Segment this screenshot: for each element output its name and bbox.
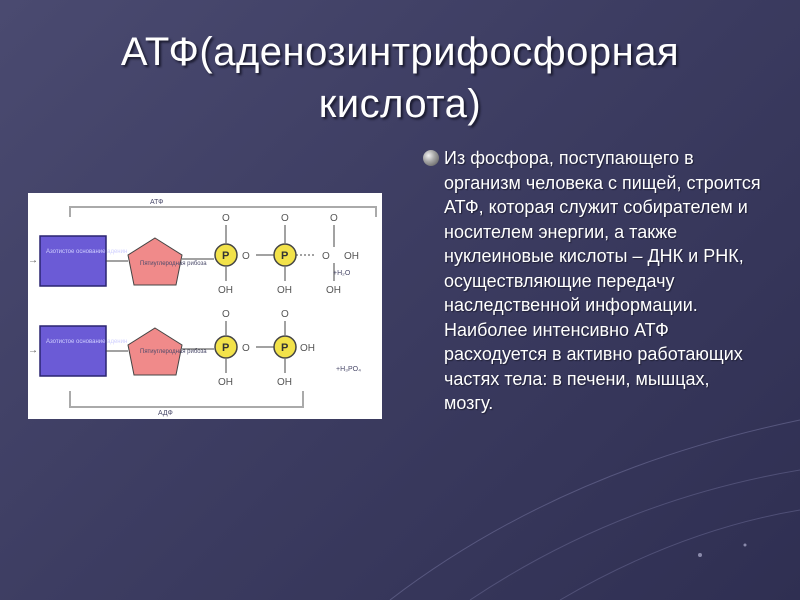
atp-label: АТФ [150,199,164,206]
phosphorus-2-adp: P [281,342,289,354]
svg-text:OH: OH [277,377,292,388]
adenine-label-atp: Азотистое основание аденин [46,249,128,255]
svg-text:→: → [28,255,38,266]
svg-text:OH: OH [218,377,233,388]
svg-text:O: O [242,343,250,354]
adp-bracket [70,391,303,407]
atp-adp-diagram [28,193,382,419]
content-bullet [423,146,763,416]
svg-text:OH: OH [277,285,292,296]
svg-text:OH: OH [218,285,233,296]
water-label: +H₂O [333,270,351,277]
phosphorus-2-atp: P [281,250,289,262]
adenine-label-adp: Азотистое основание аденин [46,339,128,345]
svg-text:O: O [281,213,289,224]
svg-text:OH: OH [326,285,341,296]
adenine-box-adp [40,326,106,376]
svg-text:O: O [330,213,338,224]
adenine-box-atp [40,236,106,286]
svg-text:→: → [28,345,38,356]
svg-text:OH: OH [300,343,315,354]
adp-label: АДФ [158,410,173,417]
svg-text:O: O [322,251,330,262]
svg-text:O: O [222,309,230,320]
svg-text:O: O [222,213,230,224]
phosphate-label: +H₃PO₄ [336,366,361,373]
svg-text:O: O [242,251,250,262]
svg-text:OH: OH [344,251,359,262]
phosphorus-1-adp: P [222,342,230,354]
bullet-sphere-icon [423,150,439,166]
phosphorus-1-atp: P [222,250,230,262]
slide-title: АТФ(аденозинтрифосфорная кислота) [120,30,680,126]
ribose-label-adp: Пятиуглеродная рибоза [140,349,207,355]
svg-text:O: O [281,309,289,320]
bullet-text: Из фосфора, поступающего в организм человека с пищей, строится АТФ, которая служит собирателем и носителем энергии, а также нуклеиновые кислоты – ДНК и РНК, осуществляющие передачу наследственной информации. Наиболее интенсивно АТФ расходуется в активно работающих частях тела: в печени, мышцах, мозгу. [444,148,761,413]
ribose-label-atp: Пятиуглеродная рибоза [140,261,207,267]
